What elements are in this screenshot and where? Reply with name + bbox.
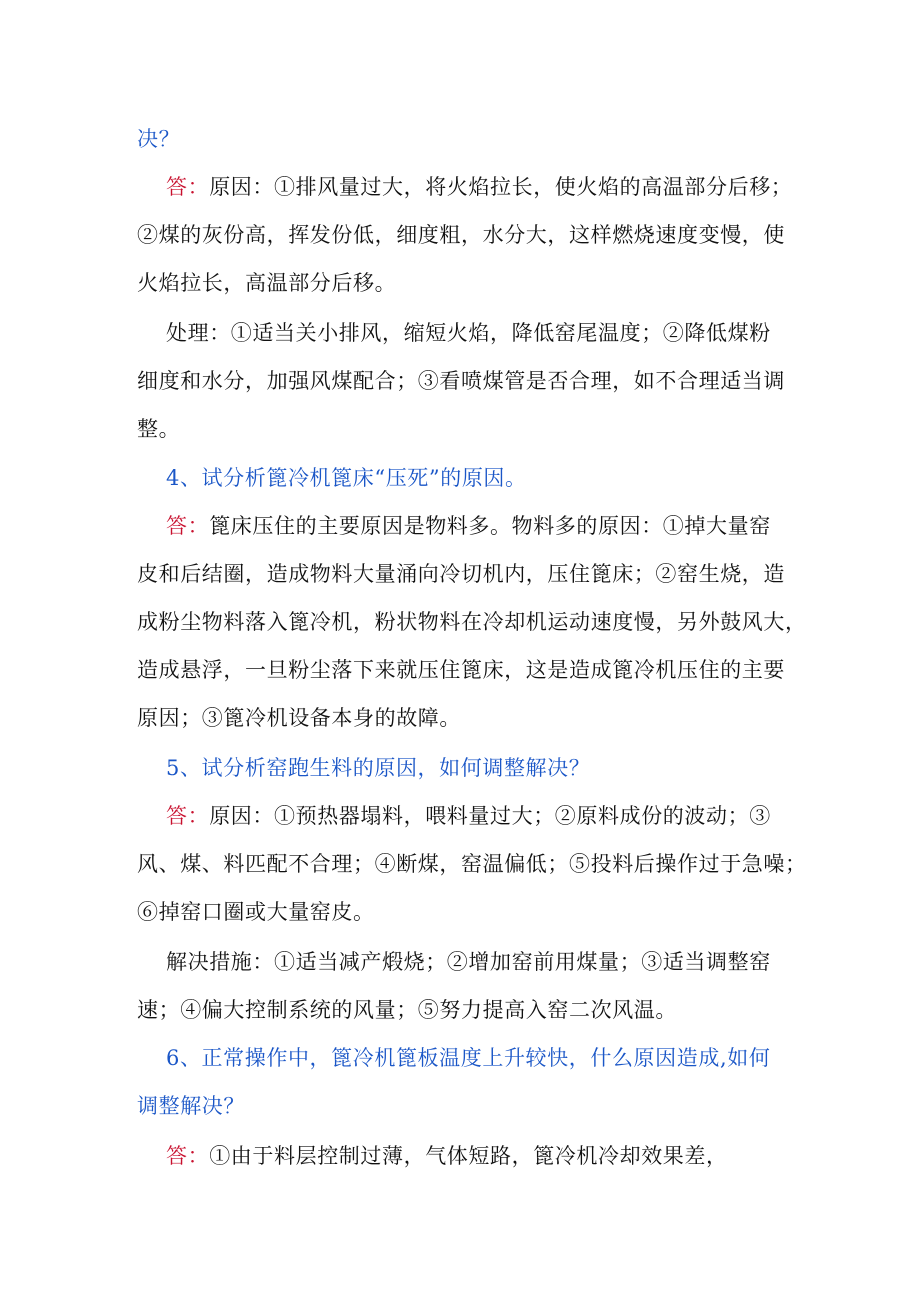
answer-text: ①由于料层控制过薄，气体短路，篦冷机冷却效果差，: [209, 1144, 728, 1168]
question-5-heading: 5、试分析窑跑生料的原因，如何调整解决？: [166, 756, 591, 780]
answer-4-paragraph-line: 原因；③篦冷机设备本身的故障。: [137, 706, 461, 730]
answer-label: 答：: [166, 514, 210, 538]
answer-label: 答：: [166, 175, 210, 199]
answer-text: 原因：①排风量过大，将火焰拉长，使火焰的高温部分后移；: [209, 175, 793, 199]
answer-5-paragraph-line: ⑥掉窑口圈或大量窑皮。: [137, 900, 375, 924]
answer-5-paragraph-line: [166, 802, 771, 830]
question-6-heading: 6、正常操作中，篦冷机篦板温度上升较快，什么原因造成,如何: [166, 1046, 771, 1070]
answer-label: 答：: [166, 804, 210, 828]
treatment-paragraph-line: 整。: [137, 417, 181, 441]
answer-4-paragraph-line: 造成悬浮，一旦粉尘落下来就压住篦床，这是造成篦冷机压住的主要: [137, 658, 785, 682]
answer-text: 原因：①预热器塌料，喂料量过大；②原料成份的波动；③: [209, 804, 771, 828]
answer-3-paragraph-line: 火焰拉长，高温部分后移。: [137, 271, 397, 295]
answer-4-paragraph-line: [166, 512, 771, 540]
solution-paragraph-line: 解决措施：①适当减产煅烧；②增加窑前用煤量；③适当调整窑: [166, 950, 771, 974]
answer-4-paragraph-line: 成粉尘物料落入篦冷机，粉状物料在冷却机运动速度慢，另外鼓风大，: [137, 610, 807, 634]
answer-3-paragraph-line: [166, 173, 792, 201]
solution-paragraph-line: 速；④偏大控制系统的风量；⑤努力提高入窑二次风温。: [137, 998, 677, 1022]
answer-label: 答：: [166, 1144, 210, 1168]
answer-3-paragraph-line: ②煤的灰份高，挥发份低，细度粗，水分大，这样燃烧速度变慢，使: [137, 223, 785, 247]
treatment-paragraph-line: 处理：①适当关小排风，缩短火焰，降低窑尾温度；②降低煤粉: [166, 321, 771, 345]
question-6-heading: 调整解决？: [137, 1094, 245, 1118]
answer-6-paragraph-line: [166, 1142, 728, 1170]
question-4-heading: 4、试分析篦冷机篦床“压死”的原因。: [166, 466, 527, 490]
treatment-paragraph-line: 细度和水分，加强风煤配合；③看喷煤管是否合理，如不合理适当调: [137, 369, 785, 393]
answer-5-paragraph-line: 风、煤、料匹配不合理；④断煤，窑温偏低；⑤投料后操作过于急噪；: [137, 852, 807, 876]
answer-text: 篦床压住的主要原因是物料多。物料多的原因：①掉大量窑: [209, 514, 771, 538]
answer-4-paragraph-line: 皮和后结圈，造成物料大量涌向冷切机内，压住篦床；②窑生烧，造: [137, 562, 785, 586]
question-3-continuation: 决？: [137, 127, 181, 151]
